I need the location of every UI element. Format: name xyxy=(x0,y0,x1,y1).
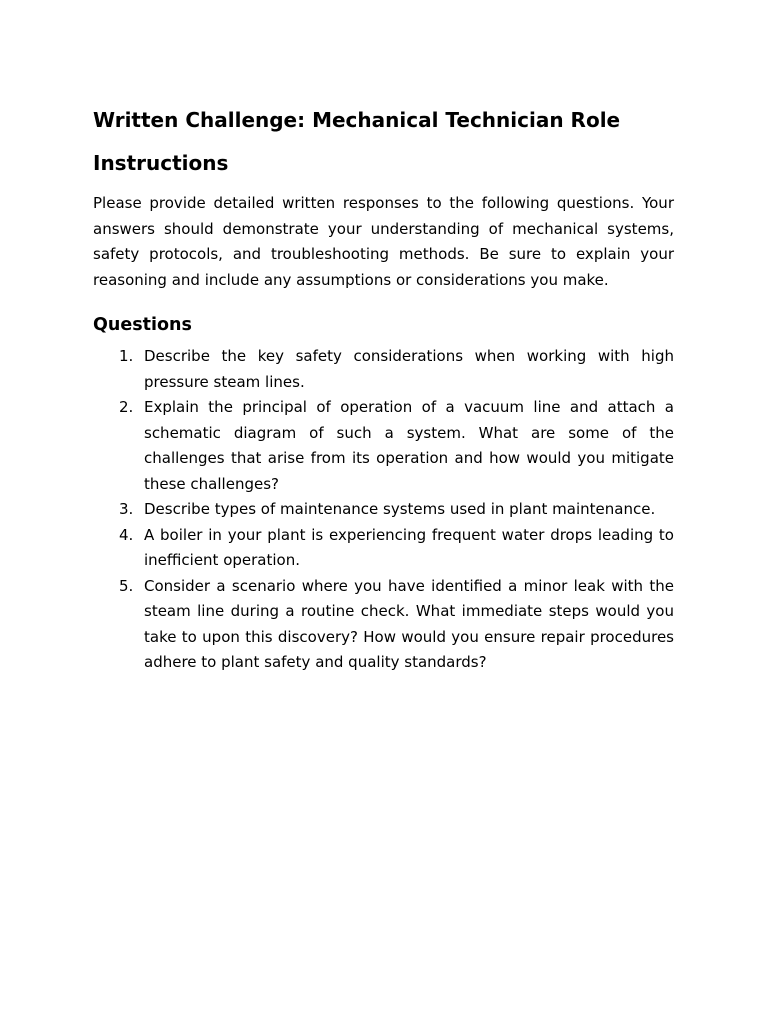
question-item xyxy=(93,574,674,676)
instructions-heading: Instructions xyxy=(93,151,229,175)
question-text: A boiler in your plant is experiencing frequent water drops leading to inefficient operation. xyxy=(144,525,674,569)
question-item xyxy=(93,523,674,574)
question-item xyxy=(93,395,674,497)
question-text: Describe the key safety considerations when working with high pressure steam lines. xyxy=(144,347,674,391)
question-text: Explain the principal of operation of a vacuum line and attach a schematic diagram of such a system. What are some of the challenges that arise from its operation and how would you mitigate these challenges? xyxy=(144,398,674,493)
question-item xyxy=(93,344,674,395)
question-item xyxy=(93,497,674,523)
question-number: 2. xyxy=(119,398,134,416)
question-number: 1. xyxy=(119,347,134,365)
document-page xyxy=(93,104,674,676)
question-number: 5. xyxy=(119,576,134,595)
document-title: Written Challenge: Mechanical Technician Role xyxy=(93,108,621,132)
question-list xyxy=(93,344,674,676)
question-number: 3. xyxy=(119,500,134,518)
instructions-paragraph: Please provide detailed written responses to the following questions. Your answers should demonstrate your understanding of mechanical systems, safety protocols, and troubleshooting methods. Be sure to explain your reasoning and include any assumptions or considerations you make. xyxy=(93,194,674,289)
question-number: 4. xyxy=(119,525,134,544)
question-text: Describe types of maintenance systems used in plant maintenance. xyxy=(144,500,656,518)
question-text: Consider a scenario where you have identified a minor leak with the steam line during a routine check. What immediate steps would you take to upon this discovery? How would you ensure repair procedures adhere to plant safety and quality standards? xyxy=(144,576,674,671)
questions-heading: Questions xyxy=(93,315,192,335)
